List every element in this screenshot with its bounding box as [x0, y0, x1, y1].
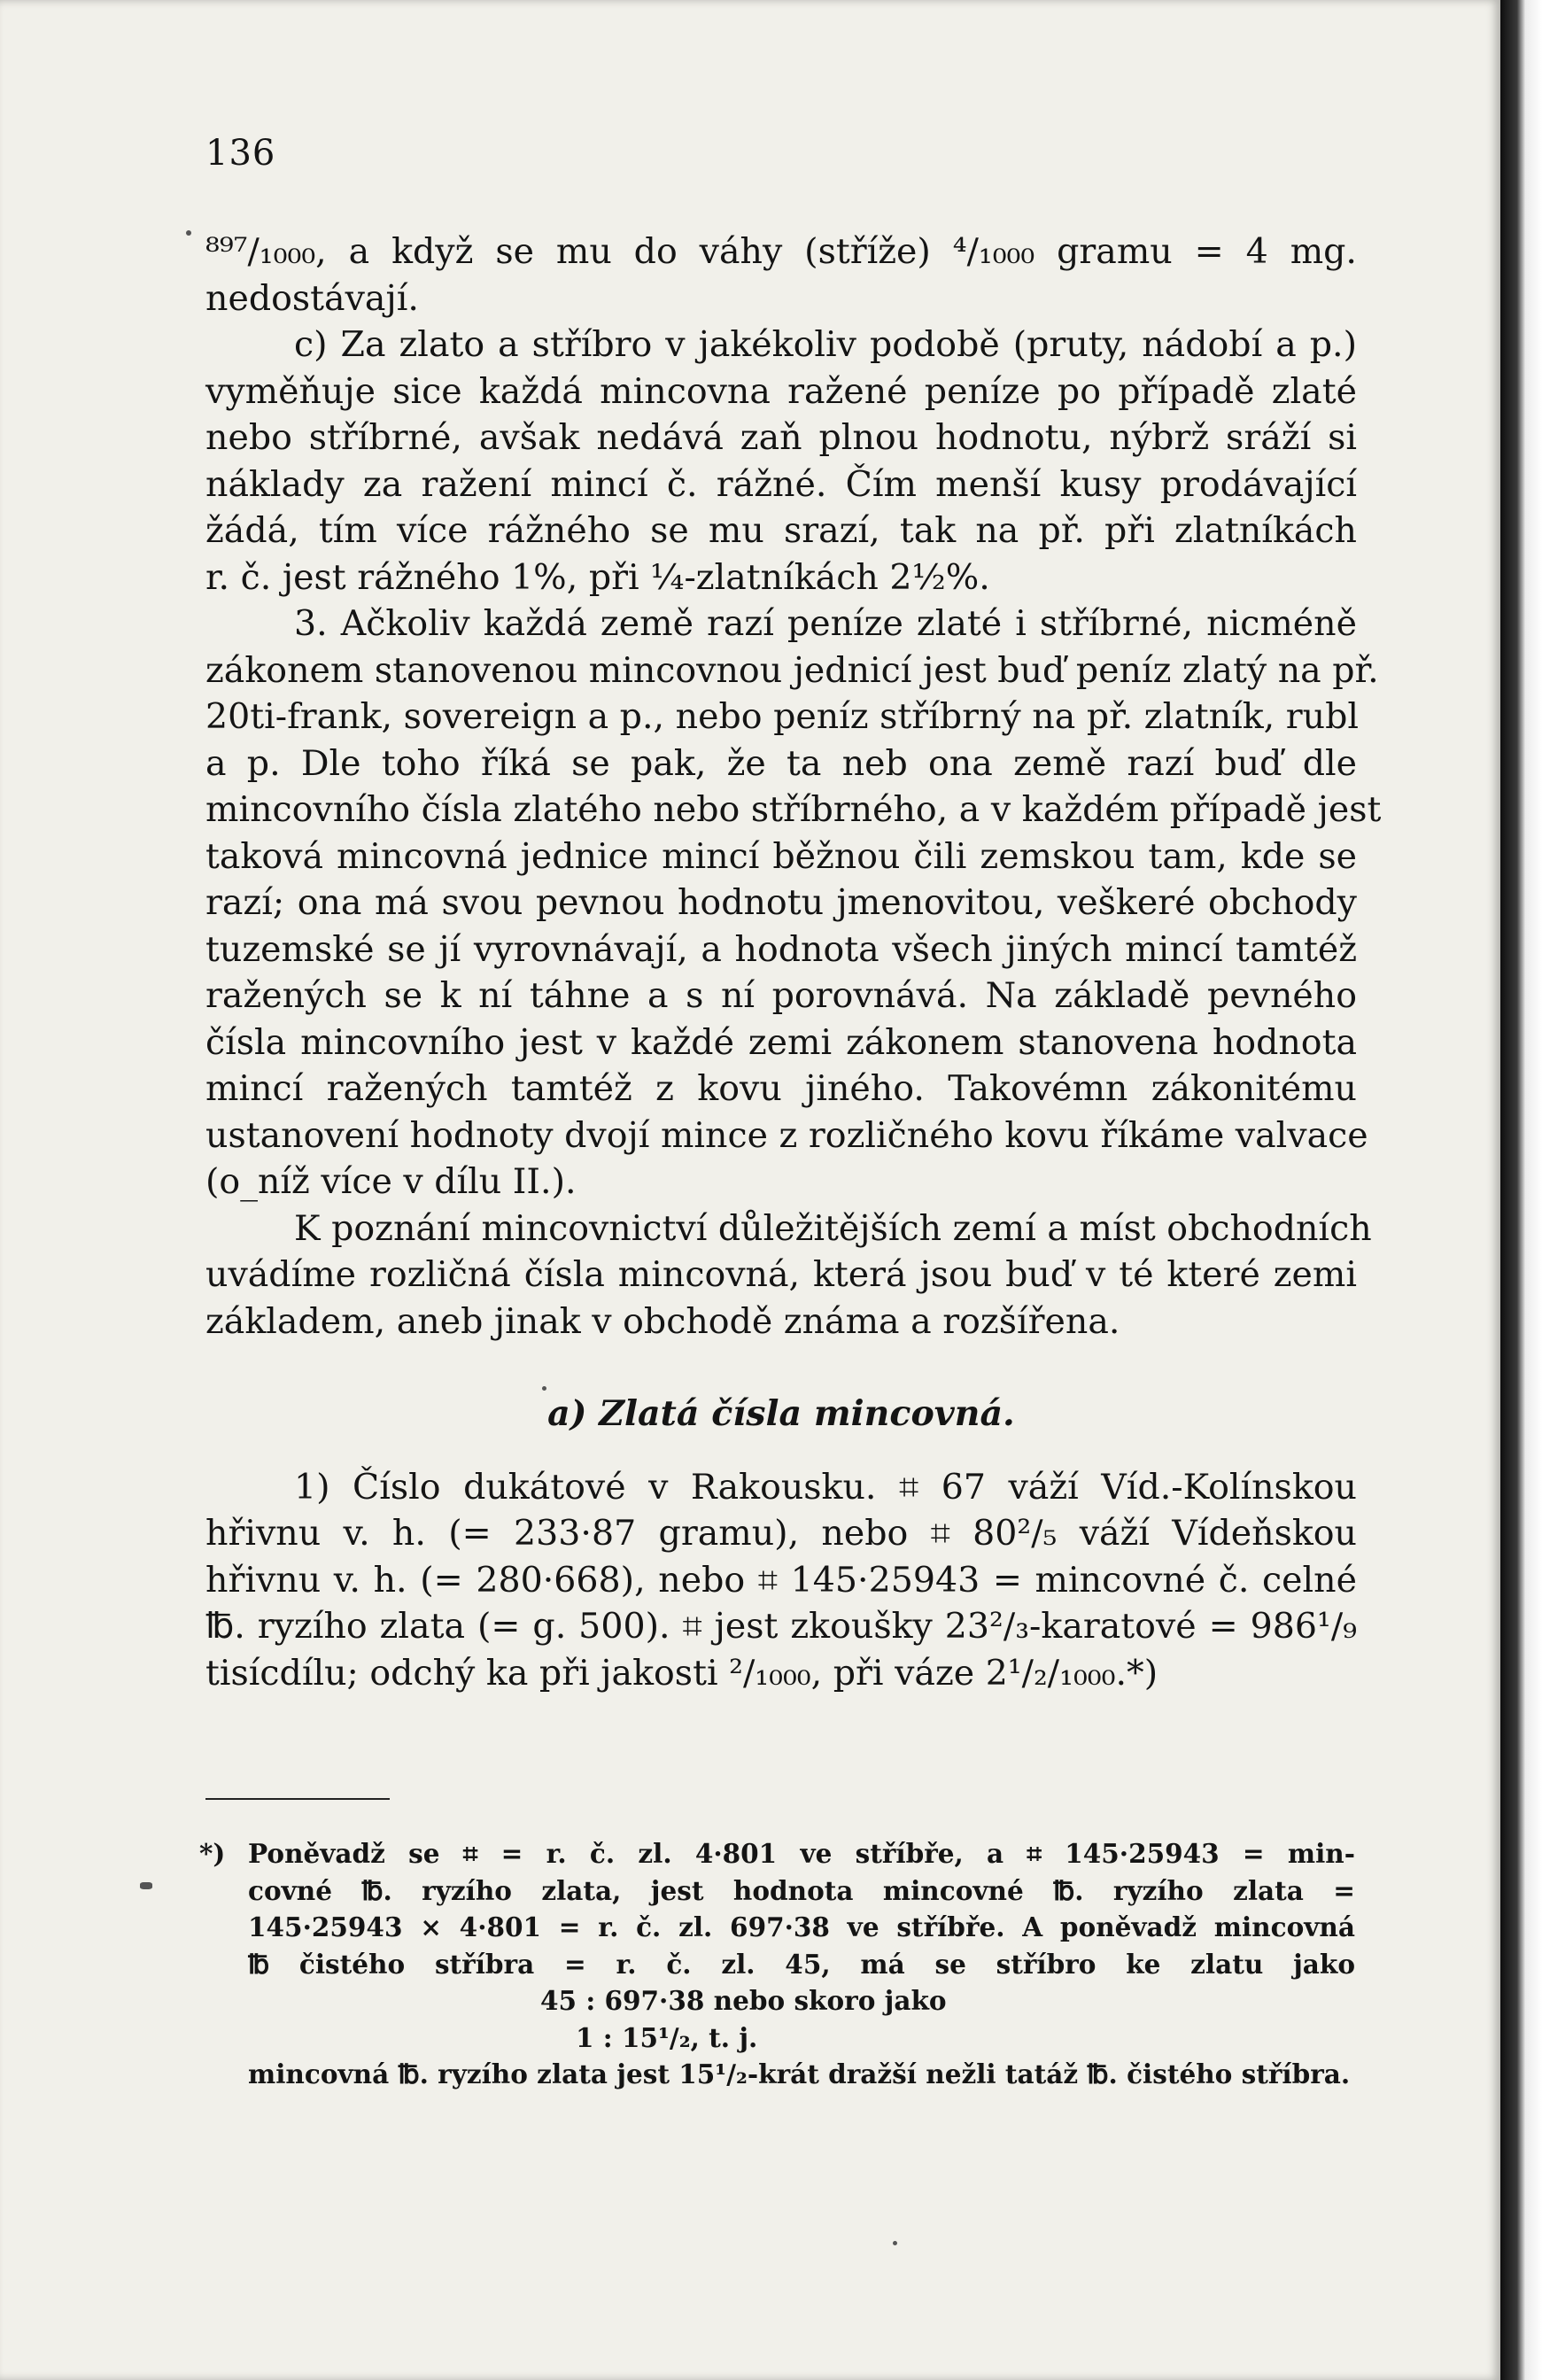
text-line: ⁸⁹⁷/₁₀₀₀, a když se mu do váhy (stříže) ⁴/₁₀₀₀ gramu = 4 mg. — [205, 231, 1357, 272]
footnote-mark: *) — [199, 1838, 226, 1869]
text-line: a p. Dle toho říká se pak, že ta neb ona země razí buď dle — [205, 742, 1357, 784]
footnote — [199, 1835, 1355, 2093]
footnote-line: 45 : 697·38 nebo skoro jako — [540, 1985, 947, 2016]
text-line: zákonem stanovenou mincovnou jednicí jest buď peníz zlatý na př. — [205, 649, 1379, 691]
page-number: 136 — [205, 133, 276, 174]
text-line: tuzemské se jí vyrovnávají, a hodnota všech jiných mincí tamtéž — [205, 928, 1357, 970]
main-text — [205, 229, 1382, 1696]
section-heading: a) Zlatá čísla mincovná. — [547, 1393, 1015, 1434]
text-line: hřivnu v. h. (= 280·668), nebo ⌗ 145·25943 = mincovné č. celné — [205, 1559, 1357, 1601]
text-line: žádá, tím více rážného se mu srazí, tak na př. při zlatníkách — [205, 510, 1357, 551]
text-line: 20ti-frank, sovereign a p., nebo peníz stříbrný na př. zlatník, rubl — [205, 696, 1360, 737]
footnote-line: 1 : 15¹/₂, t. j. — [576, 2021, 758, 2053]
text-line: r. č. jest rážného 1%, při ¼-zlatníkách 2½%. — [205, 556, 990, 598]
text-line: ustanovení hodnoty dvojí mince z rozličného kovu říkáme valvace — [205, 1114, 1368, 1156]
footnote-line: ℔ čistého stříbra = r. č. zl. 45, má se stříbro ke zlatu jako — [248, 1948, 1355, 1980]
paper-speck — [186, 230, 191, 236]
text-line: uvádíme rozličná čísla mincovná, která jsou buď v té které zemi — [205, 1254, 1357, 1295]
paper-speck — [893, 2241, 897, 2245]
footnote-divider — [205, 1798, 390, 1800]
text-line: razí; ona má svou pevnou hodnotu jmenovitou, veškeré obchody — [205, 882, 1357, 923]
footnote-line: covné ℔. ryzího zlata, jest hodnota mincovné ℔. ryzího zlata = — [248, 1874, 1355, 1906]
footnote-line: mincovná ℔. ryzího zlata jest 15¹/₂-krát dražší nežli tatáž ℔. čistého stříbra. — [248, 2058, 1351, 2089]
text-line: hřivnu v. h. (= 233·87 gramu), nebo ⌗ 80²/₅ váží Vídeňskou — [205, 1513, 1357, 1554]
scan-edge — [1500, 0, 1542, 2380]
paper-speck — [140, 1882, 152, 1889]
text-line: 1) Číslo dukátové v Rakousku. ⌗ 67 váží Víd.-Kolínskou — [294, 1466, 1357, 1508]
paper-speck — [542, 1386, 546, 1391]
text-line: základem, aneb jinak v obchodě známa a rozšířena. — [205, 1300, 1120, 1342]
text-line: tisícdílu; odchý ka při jakosti ²/₁₀₀₀, při váze 2¹/₂/₁₀₀₀.*) — [205, 1652, 1158, 1694]
text-line: (o_níž více v dílu II.). — [205, 1161, 577, 1202]
footnote-line: 145·25943 × 4·801 = r. č. zl. 697·38 ve stříbře. A poněvadž mincovná — [248, 1911, 1355, 1942]
text-line: náklady za ražení mincí č. rážné. Čím menší kusy prodávající — [205, 463, 1357, 505]
text-line: ℔. ryzího zlata (= g. 500). ⌗ jest zkoušky 23²/₃-karatové = 986¹/₉ — [205, 1606, 1357, 1647]
text-line: čísla mincovního jest v každé zemi zákonem stanovena hodnota — [205, 1021, 1357, 1063]
text-line: taková mincovná jednice mincí běžnou čili zemskou tam, kde se — [205, 835, 1357, 877]
text-line: mincí ražených tamtéž z kovu jiného. Takovémn zákonitému — [205, 1068, 1357, 1109]
text-line: 3. Ačkoliv každá země razí peníze zlaté i stříbrné, nicméně — [294, 603, 1357, 644]
text-line: nebo stříbrné, avšak nedává zaň plnou hodnotu, nýbrž sráží si — [205, 417, 1357, 458]
text-line: nedostávají. — [205, 277, 419, 319]
text-line: ražených se k ní táhne a s ní porovnává. Na základě pevného — [205, 975, 1357, 1016]
text-line: K poznání mincovnictví důležitějších zemí a míst obchodních — [294, 1207, 1372, 1249]
text-line: vyměňuje sice každá mincovna ražené peníze po případě zlaté — [205, 370, 1357, 412]
footnote-line: Poněvadž se ⌗ = r. č. zl. 4·801 ve stříbře, a ⌗ 145·25943 = min- — [248, 1838, 1355, 1869]
text-line: mincovního čísla zlatého nebo stříbrného, a v každém případě jest — [205, 789, 1382, 830]
text-line: c) Za zlato a stříbro v jakékoliv podobě (pruty, nádobí a p.) — [294, 324, 1357, 365]
